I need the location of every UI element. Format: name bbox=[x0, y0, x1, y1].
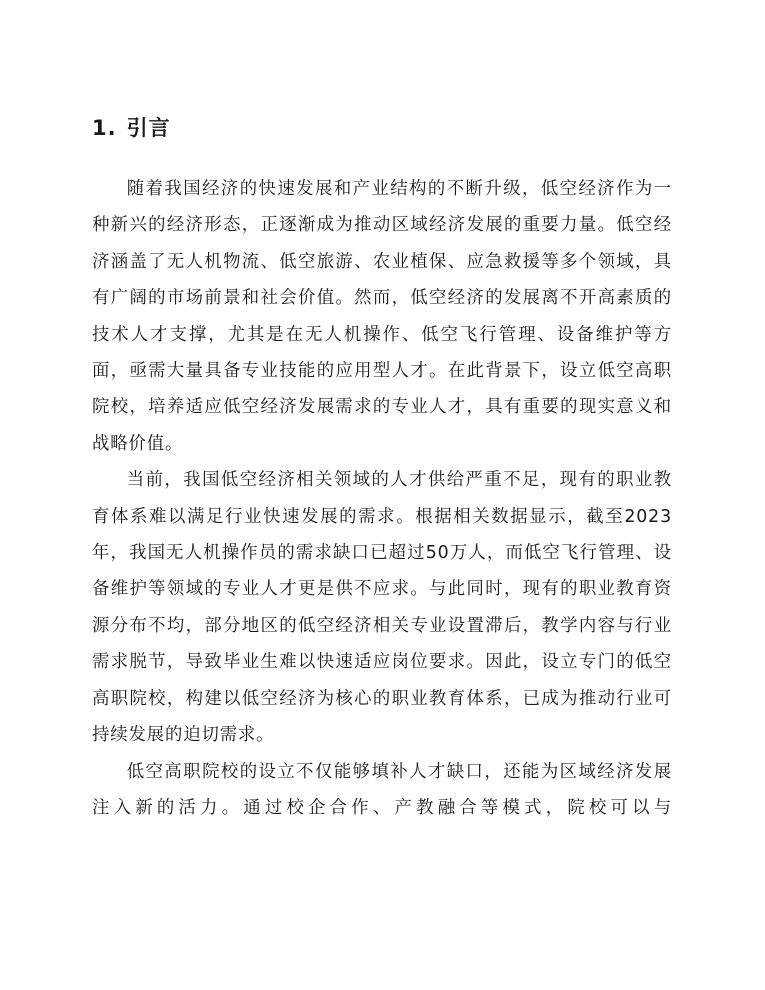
body-text bbox=[92, 171, 672, 826]
section-number: 1. bbox=[92, 116, 117, 140]
section-heading bbox=[92, 112, 171, 144]
paragraph-3: 低空高职院校的设立不仅能够填补人才缺口，还能为区域经济发展注入新的活力。通过校企合作、产教融合等模式，院校可以与 bbox=[92, 761, 672, 818]
paragraph-2: 当前，我国低空经济相关领域的人才供给严重不足，现有的职业教育体系难以满足行业快速发展的需求。根据相关数据显示，截至2023年，我国无人机操作员的需求缺口已超过50万人，而低空飞行管理、设备维护等领域的专业人才更是供不应求。与此同时，现有的职业教育资源分布不均，部分地区的低空经济相关专业设置滞后，教学内容与行业需求脱节，导致毕业生难以快速适应岗位要求。因此，设立专门的低空高职院校，构建以低空经济为核心的职业教育体系，已成为推动行业可持续发展的迫切需求。 bbox=[92, 470, 672, 746]
paragraph-1: 随着我国经济的快速发展和产业结构的不断升级，低空经济作为一种新兴的经济形态，正逐渐成为推动区域经济发展的重要力量。低空经济涵盖了无人机物流、低空旅游、农业植保、应急救援等多个领域，具有广阔的市场前景和社会价值。然而，低空经济的发展离不开高素质的技术人才支撑，尤其是在无人机操作、低空飞行管理、设备维护等方面，亟需大量具备专业技能的应用型人才。在此背景下，设立低空高职院校，培养适应低空经济发展需求的专业人才，具有重要的现实意义和战略价值。 bbox=[92, 179, 672, 454]
section-title: 引言 bbox=[126, 116, 171, 140]
